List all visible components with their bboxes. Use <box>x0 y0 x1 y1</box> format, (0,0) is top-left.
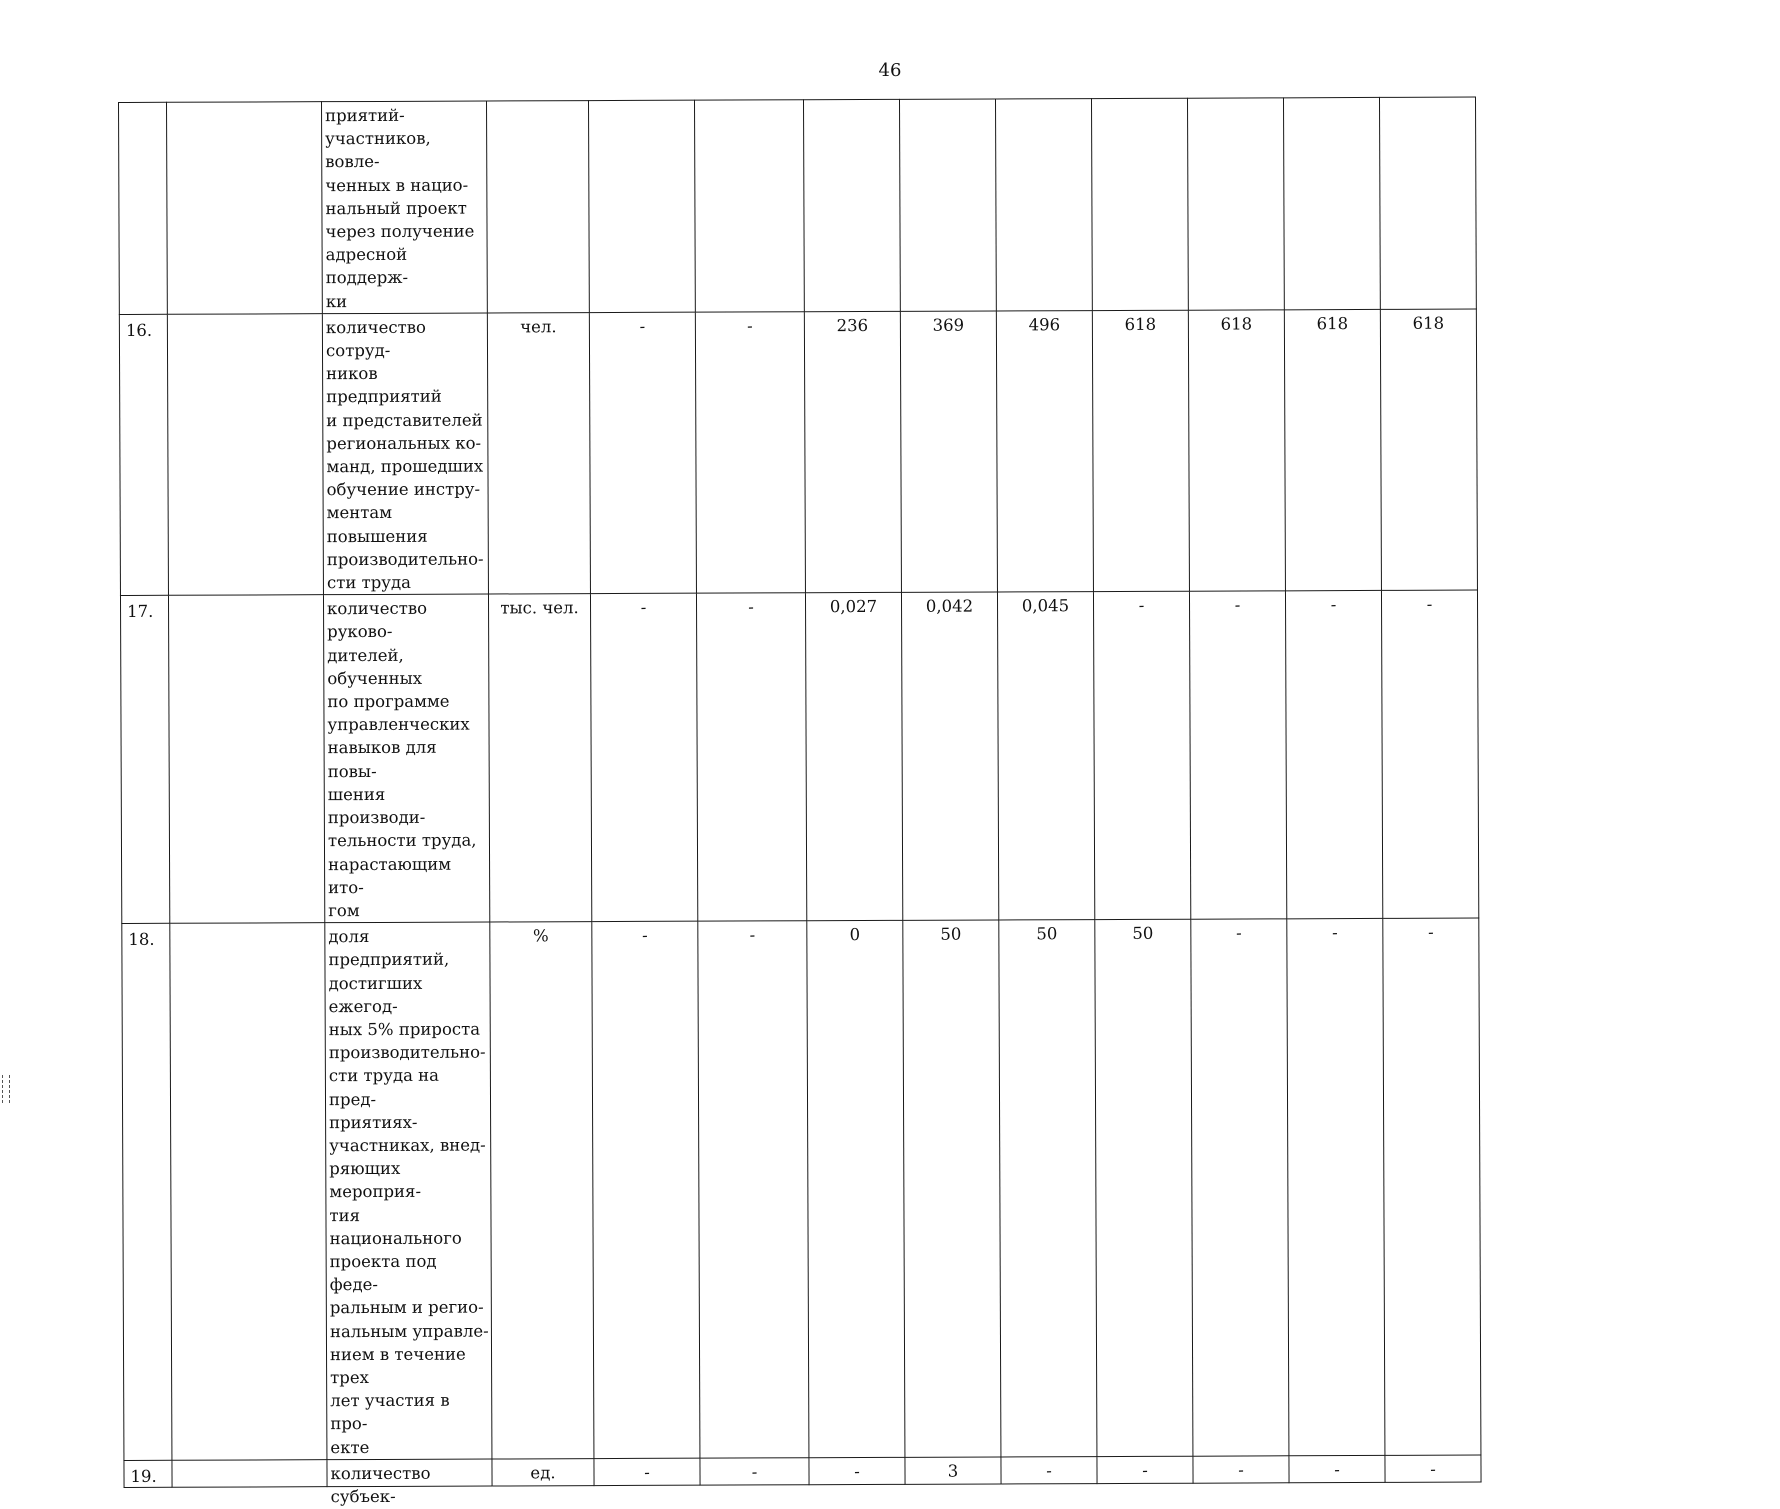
table-row <box>120 590 1478 923</box>
empty-cell <box>167 314 323 596</box>
value-cell <box>803 99 900 311</box>
value-cell <box>809 1457 905 1484</box>
value-cell: 618 <box>1188 310 1285 592</box>
value-cell: 236 <box>804 311 901 593</box>
value-cell-text: - <box>644 1462 650 1482</box>
value-cell-text: - <box>1046 1461 1052 1481</box>
value-cell: 50 <box>903 920 1001 1457</box>
indicators-table <box>118 97 1482 1507</box>
unit-cell <box>492 1458 594 1485</box>
value-cell <box>594 1458 700 1485</box>
value-cell: 0 <box>807 920 905 1457</box>
value-cell <box>1187 98 1284 310</box>
empty-cell <box>170 923 327 1460</box>
value-cell: 618 <box>1380 309 1477 591</box>
table-row <box>122 918 1481 1460</box>
value-cell: - <box>698 921 809 1458</box>
row-number: 16. <box>119 314 168 596</box>
value-cell-text: 3 <box>947 1461 959 1481</box>
value-cell <box>1289 1455 1385 1482</box>
value-cell: 0,042 <box>901 592 998 920</box>
value-cell <box>700 1458 809 1485</box>
value-cell-text: - <box>1142 1460 1148 1480</box>
row-number: 17. <box>120 596 169 924</box>
value-cell-text: - <box>751 1462 758 1482</box>
value-cell <box>899 99 996 311</box>
indicator-name: доля предприятий, достигших ежегод- ных 5% прироста производительно- сти труда на пред- приятиях- участниках, внед- ряющих мероприя- тия национального проекта под феде- ральным и регио- нальным управле- нием в течение трех лет участия в про- екте <box>325 922 492 1459</box>
unit-cell-text: ед. <box>530 1463 556 1483</box>
row-number <box>124 1460 172 1487</box>
value-cell: - <box>1287 919 1385 1456</box>
value-cell: 369 <box>900 311 997 593</box>
value-cell <box>694 100 804 312</box>
unit-cell: тыс. чел. <box>488 594 591 922</box>
value-cell: 0,027 <box>805 593 902 921</box>
value-cell: 618 <box>1092 310 1189 592</box>
empty-cell <box>172 1459 327 1487</box>
value-cell-text: - <box>1430 1459 1436 1479</box>
value-cell: - <box>589 312 696 594</box>
value-cell <box>1097 1456 1193 1483</box>
value-cell <box>995 99 1092 311</box>
value-cell-text: - <box>854 1461 860 1481</box>
value-cell: 50 <box>1095 919 1193 1456</box>
value-cell: - <box>1381 590 1478 918</box>
value-cell-text: - <box>1238 1460 1244 1480</box>
value-cell: - <box>695 312 805 594</box>
scan-edge-mark <box>2 1075 10 1103</box>
value-cell: - <box>1383 918 1481 1455</box>
table-row <box>119 97 1477 314</box>
value-cell <box>1193 1456 1289 1483</box>
unit-cell: чел. <box>487 312 590 594</box>
row-number: 18. <box>122 923 172 1460</box>
value-cell: - <box>592 921 700 1458</box>
value-cell: - <box>1093 591 1190 919</box>
row-number-text: 19. <box>130 1466 157 1486</box>
value-cell: 496 <box>996 310 1093 592</box>
row-number <box>119 102 168 314</box>
value-cell: - <box>1189 591 1286 919</box>
indicator-name: приятий- участников, вовле- ченных в нацио- нальный проект через получение адресной поддерж- ки <box>322 101 488 313</box>
value-cell: 618 <box>1284 309 1381 591</box>
value-cell <box>1001 1456 1097 1483</box>
table-row <box>119 309 1477 596</box>
value-cell <box>1283 97 1380 309</box>
indicator-name: количество руково- дителей, обученных по программе управленческих навыков для повы- шения производи- тельности труда, нарастающим ито- гом <box>323 594 489 923</box>
indicator-name <box>327 1459 492 1507</box>
value-cell <box>1379 97 1476 309</box>
indicator-name-text: количество субъек- <box>330 1463 431 1507</box>
value-cell <box>1385 1455 1481 1482</box>
value-cell: - <box>696 593 806 921</box>
table-row <box>124 1455 1481 1487</box>
value-cell: - <box>1191 919 1289 1456</box>
value-cell <box>905 1457 1001 1484</box>
empty-cell <box>168 595 324 923</box>
unit-cell <box>486 101 589 313</box>
value-cell <box>1091 98 1188 310</box>
unit-cell: % <box>490 922 594 1459</box>
indicator-name: количество сотруд- ников предприятий и представителей региональных ко- манд, прошедших обучение инстру- ментам повышения производительно- сти труда <box>322 313 488 595</box>
value-cell: - <box>590 593 697 921</box>
value-cell-text: - <box>1334 1459 1340 1479</box>
value-cell: 0,045 <box>997 592 1094 920</box>
value-cell: - <box>1285 591 1382 919</box>
empty-cell <box>167 102 323 314</box>
page-number: 46 <box>878 60 902 81</box>
value-cell <box>588 100 695 312</box>
value-cell: 50 <box>999 920 1097 1457</box>
